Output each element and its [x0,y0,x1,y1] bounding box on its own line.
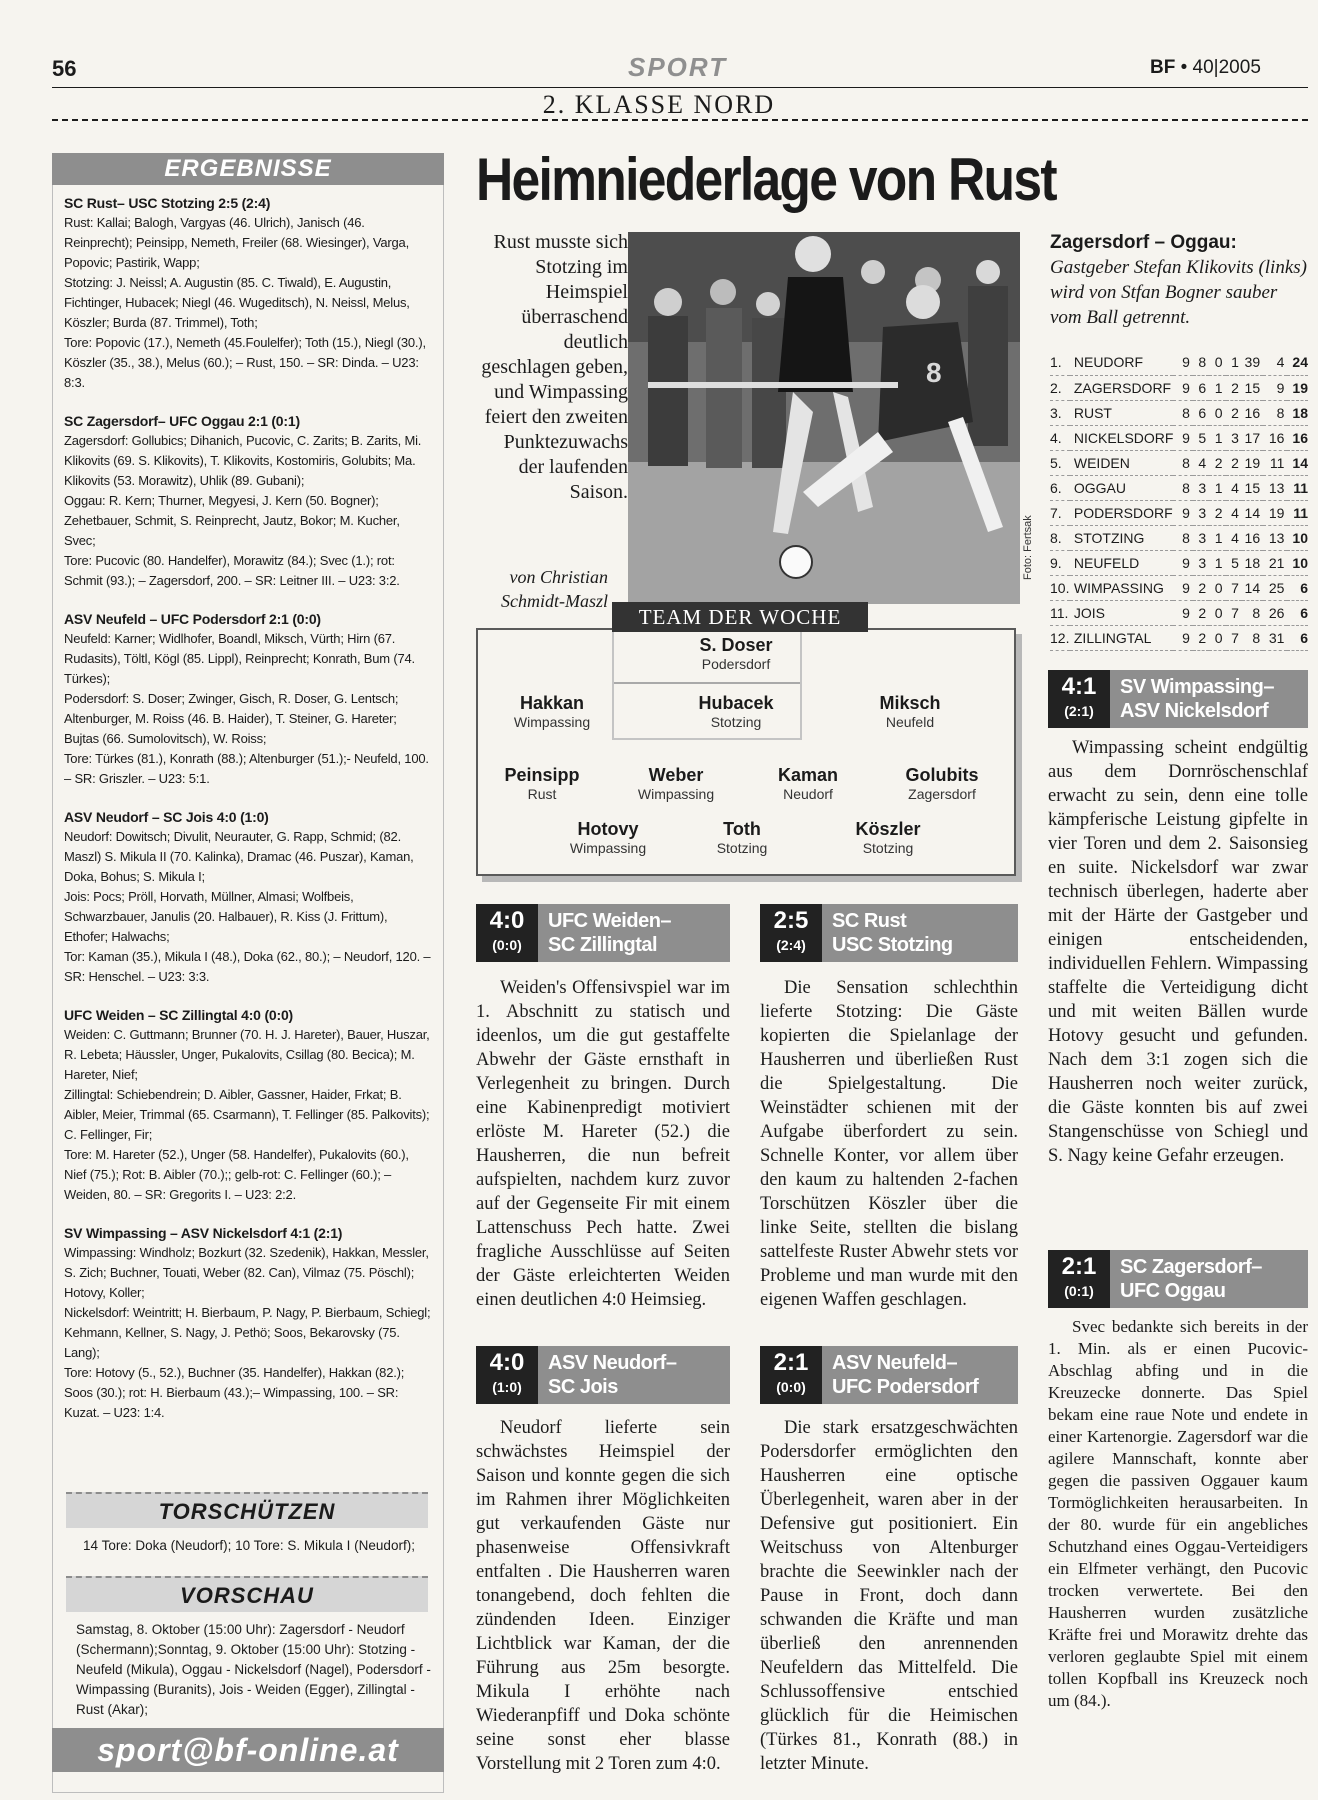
standings-row [1050,350,1308,375]
standings-d: 1 [1209,525,1225,550]
standings-team: WEIDEN [1070,450,1174,475]
standings-l: 7 [1226,575,1242,600]
match-report-zagersdorf [1048,1316,1308,1712]
standings-w: 3 [1193,475,1209,500]
player-club: Wimpassing [637,786,715,802]
match-photo [628,232,1020,604]
standings-w: 2 [1193,575,1209,600]
standings-l: 4 [1226,475,1242,500]
standings-w: 3 [1193,525,1209,550]
standings-row [1050,425,1308,450]
match-bar-zagersdorf [1048,1250,1308,1308]
report-text: Weiden's Offensivspiel war im 1. Abschnitt zu statisch und ideenlos, um die gut gestaffelte Abwehr der Gäste ernsthaft in Verlegenheit zu bringen. Durch eine Kabinenpredigt motiviert erlöste M. Hareter (52.) die Hausherren, die nun befreit aufspielten, nachdem kurz zuvor auf der Gegenseite Fir mit einem Lattenschuss Pech hatte. Zwei fragliche Ausschlüsse auf Seiten der Gäste erleichterten Weiden einen deutlichen 4:0 Heimsieg. [476,978,730,1310]
game-title: SV Wimpassing – ASV Nickelsdorf 4:1 (2:1) [64,1225,343,1241]
away-team: UFC Oggau [1120,1280,1226,1302]
match-teams [1120,1255,1262,1303]
player-name: Miksch [879,693,941,713]
game-lineup: Podersdorf: S. Doser; Zwinger, Gisch, R. Doser, G. Lentsch; Altenburger, M. Roiss (46. B. Haider), T. Steiner, G. Hareter; Bujtas (66. Sumolovitsch), W. Roiss; [64,691,399,746]
standings-pts: 19 [1287,375,1308,400]
standings-table [1050,350,1308,651]
standings-gf: 18 [1242,550,1263,575]
player-card [606,764,746,802]
player-name: Peinsipp [504,765,580,785]
photo-credit: Foto: Fertsak [1022,515,1034,580]
standings-pts: 10 [1287,550,1308,575]
team-of-week-title: TEAM DER WOCHE [612,602,868,632]
standings-g: 9 [1173,375,1192,400]
player-club: Neudorf [783,786,833,802]
score-box [760,904,822,962]
game-lineup: Nickelsdorf: Weintritt; H. Bierbaum, P. Nagy, P. Bierbaum, Schiegl; Kehmann, Kellner, S. Nagy, J. Pethö; Soos, Bekarovsky (75. Lang); [64,1305,431,1360]
standings-row [1050,575,1308,600]
standings-pts: 16 [1287,425,1308,450]
away-team: SC Jois [548,1376,618,1398]
standings-ga: 13 [1263,475,1287,500]
player-club: Stotzing [716,840,768,856]
issue-info [1150,57,1261,79]
game-result [64,609,434,789]
game-lineup: Weiden: C. Guttmann; Brunner (70. H. J. Hareter), Bauer, Huszar, R. Lebeta; Häussler, Unger, Pukalovits, Csillag (80. Becica); M. Hareter, Nief; [64,1027,430,1082]
standings-pts: 24 [1287,350,1308,375]
standings-d: 1 [1209,375,1225,400]
game-lineup: Wimpassing: Windholz; Bozkurt (32. Szedenik), Hakkan, Messler, S. Zich; Buchner, Touati, Weber (82. Can), Vilmaz (75. Pöschl); Hotovy, Koller; [64,1245,429,1300]
standings-g: 9 [1173,500,1192,525]
halftime-score: (2:4) [776,937,806,953]
game-lineup: Jois: Pocs; Pröll, Horvath, Müllner, Almasi; Wolfbeis, Schwarzbauer, Janulis (20. Halbauer), R. Kiss (J. Frittum), Ethofer; Halwachs; [64,889,388,944]
standings-l: 7 [1226,600,1242,625]
match-score: 2:1 [773,1349,809,1376]
standings-pts: 18 [1287,400,1308,425]
standings-pts: 6 [1287,600,1308,625]
standings-l: 2 [1226,450,1242,475]
standings-ga: 19 [1263,500,1287,525]
standings-team: PODERSDORF [1070,500,1174,525]
match-teams [832,1351,978,1399]
standings-team: NEUDORF [1070,350,1174,375]
standings-pos: 11. [1050,600,1070,625]
page-number: 56 [52,56,77,81]
standings-w: 6 [1193,400,1209,425]
results-list [64,193,434,1441]
match-bar-weiden [476,904,730,962]
home-team: ASV Neudorf– [548,1352,677,1374]
report-text: Wimpassing scheint endgültig aus dem Dornröschenschlaf erwacht zu sein, denn eine tolle kämpferische Leistung gipfelte in vier Toren und dem 2. Saisonsieg en suite. Nickelsdorf war zwar technisch überlegen, haderte aber mit der Härte der Gastgeber und einigen entscheidenden, individuellen Fehlern. Wimpassing staffelte die Verteidigung dicht und mit weiten Bällen wurde Hotovy gesucht und gefunden. Nach dem 3:1 zogen sich die Hausherren noch weiter zurück, die Gäste konnten bis auf zwei Stangenschüsse von Schiegl und S. Nagy keine Gefahr erzeugen. [1048,738,1308,1166]
svg-text:8: 8 [926,357,942,388]
player-name: Köszler [855,819,921,839]
standings-ga: 9 [1263,375,1287,400]
standings-d: 0 [1209,400,1225,425]
results-heading: ERGEBNISSE [52,153,444,185]
match-report-wimpassing [1048,736,1308,1168]
game-title: SC Zagersdorf– UFC Oggau 2:1 (0:1) [64,413,300,429]
standings-gf: 19 [1242,450,1263,475]
caption-lead: Zagersdorf – Oggau: [1050,232,1237,253]
standings-w: 4 [1193,450,1209,475]
score-box [476,1346,538,1404]
standings-gf: 8 [1242,625,1263,650]
score-box [1048,1250,1110,1308]
match-teams [548,909,671,957]
standings-d: 0 [1209,575,1225,600]
standings-w: 2 [1193,625,1209,650]
match-report-weiden [476,976,730,1312]
match-bar-neufeld [760,1346,1018,1404]
game-goals: Tore: Türkes (81.), Konrath (88.); Altenburger (51.);- Neufeld, 100. – SR: Griszler. – U23: 5:1. [64,751,429,786]
halftime-score: (2:1) [1064,703,1094,719]
match-bar-wimpassing [1048,670,1308,728]
standings-g: 9 [1173,600,1192,625]
email-link[interactable]: sport@bf-online.at [52,1728,444,1772]
match-report-rust [760,976,1018,1312]
standings-d: 2 [1209,450,1225,475]
standings-g: 9 [1173,350,1192,375]
player-club: Wimpassing [569,840,647,856]
standings-ga: 13 [1263,525,1287,550]
standings-row [1050,600,1308,625]
away-team: SC Zillingtal [548,934,658,956]
standings-g: 8 [1173,400,1192,425]
standings-l: 7 [1226,625,1242,650]
report-text: Neudorf lieferte sein schwächstes Heimspiel der Saison und konnte gegen die sich im Rahmen ihrer Möglichkeiten gut verkaufenden Gäste nur phasenweise Offensivkraft entfalten . Die Hausherren waren tonangebend, doch fehlten die zündenden Ideen. Einziger Lichtblick war Kaman, der die Führung aus 25m besorgte. Mikula I erhöhte nach Wiederanpfiff und Doka schönte seine sonst eher blasse Vorstellung mit 2 Toren zum 4:0. [476,1418,730,1774]
game-result [64,1223,434,1423]
game-lineup: Neufeld: Karner; Widlhofer, Boandl, Miksch, Vürth; Hirn (67. Rudasits), Töltl, Kögl (85. Lippl), Reinprecht; Konrath, Bum (74. Türkes); [64,631,415,686]
standings-pts: 11 [1287,475,1308,500]
player-club: Stotzing [710,714,762,730]
standings-d: 0 [1209,600,1225,625]
away-team: USC Stotzing [832,934,953,956]
issue-bullet: • [1180,57,1188,78]
player-card [482,692,622,730]
standings-pts: 11 [1287,500,1308,525]
game-goals: Tore: Pucovic (80. Handelfer), Morawitz (84.); Svec (1.); rot: Schmit (93.); – Zagersdorf, 200. – SR: Leitner III. – U23: 3:2. [64,553,400,588]
publication-name: BF [1150,57,1176,78]
away-team: UFC Podersdorf [832,1376,979,1398]
match-score: 4:1 [1061,673,1097,700]
preview-title: VORSCHAU [66,1576,428,1612]
article-headline: Heimniederlage von Rust [476,146,1056,213]
standings-g: 8 [1173,475,1192,500]
player-name: Hakkan [519,693,585,713]
standings-gf: 8 [1242,600,1263,625]
game-lineup: Oggau: R. Kern; Thurner, Megyesi, J. Kern (50. Bogner); Zehetbauer, Schmit, S. Reinprecht, Jautz, Bokor; M. Kucher, Svec; [64,493,400,548]
game-goals: Tore: Popovic (17.), Nemeth (45.Foulelfer); Toth (15.), Niegl (30.), Köszler (35., 38.), Melus (60.); – Rust, 150. – SR: Dinda. – U23: 8:3. [64,335,426,390]
player-club: Rust [527,786,557,802]
standings-d: 2 [1209,500,1225,525]
standings-pts: 6 [1287,575,1308,600]
standings-ga: 8 [1263,400,1287,425]
game-lineup: Rust: Kallai; Balogh, Vargyas (46. Ulrich), Janisch (46. Reinprecht); Peinsipp, Nemeth, Freiler (68. Wiesinger), Varga, Popovic; Pastirik, Wapp; [64,215,409,270]
standings-gf: 15 [1242,475,1263,500]
match-bar-rust [760,904,1018,962]
dashed-rule [52,119,1308,121]
standings-l: 1 [1226,350,1242,375]
standings-pos: 4. [1050,425,1070,450]
standings-row [1050,525,1308,550]
player-card [666,634,806,672]
report-text: Die Sensation schlechthin lieferte Stotzing: Die Gäste kopierten die Spielanlage der Hausherren und überließen Rust die Spielgestaltung. Die Weinstädter schienen mit der Aufgabe überfordert zu sein. Schnelle Konter, vor allem über den kaum zu haltenden 2-fachen Torschützen Köszler über die linke Seite, stellten die bislang sattelfeste Ruster Abwehr stets vor Probleme und man wurde mit den eigenen Waffen geschlagen. [760,978,1018,1310]
standings-pos: 3. [1050,400,1070,425]
preview-text: Samstag, 8. Oktober (15:00 Uhr): Zagersdorf - Neudorf (Schermann);Sonntag, 9. Oktober (15:00 Uhr): Stotzing - Neufeld (Mikula), Oggau - Nickelsdorf (Nagel), Podersdorf - Wimpassing (Buranits), Jois - Weiden (Egger), Zillingtal - Rust (Akar); [76,1622,431,1717]
standings-team: RUST [1070,400,1174,425]
standings-l: 4 [1226,525,1242,550]
halftime-score: (0:1) [1064,1283,1094,1299]
article-byline [476,565,608,613]
standings-d: 0 [1209,350,1225,375]
standings-g: 9 [1173,425,1192,450]
game-lineup: Neudorf: Dowitsch; Divulit, Neurauter, G. Rapp, Schmid; (82. Maszl) S. Mikula II (70. Kalinka), Dramac (46. Puszar), Kaman, Doka, Bohus; S. Mikula I; [64,829,414,884]
game-result [64,193,434,393]
player-card [840,692,980,730]
standings-w: 3 [1193,550,1209,575]
player-name: Weber [648,765,704,785]
player-card [672,818,812,856]
standings-ga: 21 [1263,550,1287,575]
standings-ga: 26 [1263,600,1287,625]
standings-g: 8 [1173,525,1192,550]
standings-ga: 25 [1263,575,1287,600]
standings-row [1050,375,1308,400]
standings-team: STOTZING [1070,525,1174,550]
standings-d: 0 [1209,625,1225,650]
player-club: Neufeld [885,714,935,730]
standings-d: 1 [1209,475,1225,500]
player-club: Zagersdorf [908,786,976,802]
standings-pos: 5. [1050,450,1070,475]
player-club: Podersdorf [701,656,771,672]
standings-gf: 14 [1242,500,1263,525]
match-score: 2:1 [1061,1253,1097,1280]
page-kicker: 2. KLASSE NORD [542,90,776,119]
match-teams [1120,675,1274,723]
match-teams [548,1351,676,1399]
standings-pos: 7. [1050,500,1070,525]
game-lineup: Stotzing: J. Neissl; A. Augustin (85. C. Tiwald), E. Augustin, Fichtinger, Hubacek; Niegl (46. Wugeditsch), N. Neissl, Melus, Köszler; Burda (87. Trimmel), Toth; [64,275,410,330]
game-goals: Tor: Kaman (35.), Mikula I (48.), Doka (62., 80.); – Neudorf, 120. – SR: Henschel. – U23: 3:3. [64,949,431,984]
player-name: Toth [723,819,761,839]
player-card [472,764,612,802]
standings-team: JOIS [1070,600,1174,625]
standings-gf: 14 [1242,575,1263,600]
standings-pos: 12. [1050,625,1070,650]
standings-d: 1 [1209,425,1225,450]
standings-pts: 14 [1287,450,1308,475]
game-result [64,1005,434,1205]
standings-pos: 9. [1050,550,1070,575]
match-score: 2:5 [773,907,809,934]
game-lineup: Zagersdorf: Gollubics; Dihanich, Pucovic, C. Zarits; B. Zarits, Mi. Klikovits (69. S. Klikovits), T. Klikovits, Kostomiris, Golubits; Ma. Klikovits (53. Morawitz), Uhlik (89. Gubani); [64,433,422,488]
player-name: Kaman [777,765,839,785]
standings-row [1050,450,1308,475]
standings-row [1050,500,1308,525]
game-title: ASV Neudorf – SC Jois 4:0 (1:0) [64,809,269,825]
player-name: Hotovy [577,819,639,839]
game-lineup: Zillingtal: Schiebendrein; D. Aibler, Gassner, Haider, Frkat; B. Aibler, Meier, Trimmal (65. Csarmann), T. Fellinger (85. Palkovits); C. Fellinger, Fir; [64,1087,430,1142]
home-team: SC Zagersdorf– [1120,1256,1262,1278]
home-team: UFC Weiden– [548,910,672,932]
player-name: S. Doser [699,635,773,655]
article-lead: Rust musste sich Stotzing im Heimspiel überraschend deutlich geschlagen geben, und Wimpassing feiert den zweiten Punktezuwachs der laufenden Saison. [481,231,628,503]
player-club: Stotzing [862,840,914,856]
photo-caption [1050,230,1308,330]
standings-gf: 39 [1242,350,1263,375]
standings-ga: 4 [1263,350,1287,375]
standings-w: 2 [1193,600,1209,625]
player-card [738,764,878,802]
standings-gf: 16 [1242,525,1263,550]
standings-team: ZILLINGTAL [1070,625,1174,650]
section-label: SPORT [628,52,728,82]
player-card [818,818,958,856]
standings-l: 2 [1226,400,1242,425]
match-report-neufeld [760,1416,1018,1776]
match-report-neudorf [476,1416,730,1776]
player-card [538,818,678,856]
player-card [666,692,806,730]
game-title: SC Rust– USC Stotzing 2:5 (2:4) [64,195,271,211]
report-text: Svec bedankte sich bereits in der 1. Min. als er einen Pucovic-Abschlag abfing und in die Kreuzecke donnerte. Das Spiel bekam eine raue Note und endete in einer Kartenorgie. Zagersdorf war die agilere Mannschaft, konnte aber gegen die passiven Oggauer kaum Tormöglichkeiten herausarbeiten. In der 80. wurde für ein angebliches Schutzhand eines Oggau-Verteidigers ein Elfmeter verhängt, den Pucovic trocken verwertete. Bei den Hausherren wurden zusätzliche Kräfte frei und Morawitz drehte das verloren geglaubte Spiel mit einem tollen Kopfball ins Kreuzeck noch um (84.). [1048,1317,1308,1710]
home-team: ASV Neufeld– [832,1352,958,1374]
standings-w: 6 [1193,375,1209,400]
standings-g: 9 [1173,550,1192,575]
scorers-text: 14 Tore: Doka (Neudorf); 10 Tore: S. Mikula I (Neudorf); [83,1538,415,1553]
home-team: SV Wimpassing– [1120,676,1274,698]
standings-row [1050,400,1308,425]
standings-team: OGGAU [1070,475,1174,500]
standings-pos: 6. [1050,475,1070,500]
standings-l: 5 [1226,550,1242,575]
caption-text: Gastgeber Stefan Klikovits (links) wird von Stfan Bogner sauber vom Ball getrennt. [1050,257,1307,328]
halftime-score: (1:0) [492,1379,522,1395]
score-box [476,904,538,962]
match-score: 4:0 [489,1349,525,1376]
standings-row [1050,550,1308,575]
score-box [760,1346,822,1404]
player-card [872,764,1012,802]
scorers-title: TORSCHÜTZEN [66,1492,428,1528]
standings-ga: 16 [1263,425,1287,450]
byline-prefix: von [509,567,536,587]
issue-number: 40|2005 [1192,57,1261,78]
game-result [64,411,434,591]
player-name: Hubacek [698,693,774,713]
game-title: UFC Weiden – SC Zillingtal 4:0 (0:0) [64,1007,294,1023]
standings-d: 1 [1209,550,1225,575]
halftime-score: (0:0) [492,937,522,953]
standings-ga: 11 [1263,450,1287,475]
game-result [64,807,434,987]
standings-team: WIMPASSING [1070,575,1174,600]
player-club: Wimpassing [513,714,591,730]
standings-g: 9 [1173,625,1192,650]
standings-pts: 10 [1287,525,1308,550]
standings-gf: 16 [1242,400,1263,425]
standings-w: 8 [1193,350,1209,375]
standings-gf: 17 [1242,425,1263,450]
standings-gf: 15 [1242,375,1263,400]
standings-pos: 10. [1050,575,1070,600]
standings-w: 5 [1193,425,1209,450]
standings-team: NEUFELD [1070,550,1174,575]
report-text: Die stark ersatzgeschwächten Podersdorfer ermöglichten den Hausherren eine optische Überlegenheit, waren aber in der Defensive gut positioniert. Ein Weitschuss von Altenburger brachte die Seewinkler nach der Pause in Front, doch dann schwanden die Kräfte und man überließ den anrennenden Neufeldern das Mittelfeld. Die Schlussoffensive entschied glücklich für die Heimischen (Türkes 81., Konrath (88.) in letzter Minute. [760,1418,1018,1774]
standings-pts: 6 [1287,625,1308,650]
standings-pos: 8. [1050,525,1070,550]
away-team: ASV Nickelsdorf [1120,700,1269,722]
byline-author: Christian Schmidt-Maszl [501,567,608,611]
standings-l: 4 [1226,500,1242,525]
standings-pos: 1. [1050,350,1070,375]
standings-ga: 31 [1263,625,1287,650]
standings-g: 8 [1173,450,1192,475]
standings-g: 9 [1173,575,1192,600]
header-rule [52,87,1308,88]
game-title: ASV Neufeld – UFC Podersdorf 2:1 (0:0) [64,611,321,627]
halftime-score: (0:0) [776,1379,806,1395]
standings-pos: 2. [1050,375,1070,400]
standings-row [1050,475,1308,500]
score-box [1048,670,1110,728]
player-name: Golubits [905,765,979,785]
standings-row [1050,625,1308,650]
standings-l: 3 [1226,425,1242,450]
match-score: 4:0 [489,907,525,934]
match-bar-neudorf [476,1346,730,1404]
standings-team: ZAGERSDORF [1070,375,1174,400]
match-teams [832,909,953,957]
home-team: SC Rust [832,910,907,932]
standings-w: 3 [1193,500,1209,525]
game-goals: Tore: M. Hareter (52.), Unger (58. Handelfer), Pukalovits (60.), Nief (75.); Rot: B. Aibler (70.);; gelb-rot: C. Fellinger (60.); – Weiden, 80. – SR: Gregorits I. – U23: 2:2. [64,1147,409,1202]
photo-illustration [628,232,1020,604]
standings-l: 2 [1226,375,1242,400]
game-goals: Tore: Hotovy (5., 52.), Buchner (35. Handelfer), Hakkan (82.); Soos (30.); rot: H. Bierbaum (43.);– Wimpassing, 100. – SR: Kuzat. – U23: 1:4. [64,1365,405,1420]
standings-team: NICKELSDORF [1070,425,1174,450]
